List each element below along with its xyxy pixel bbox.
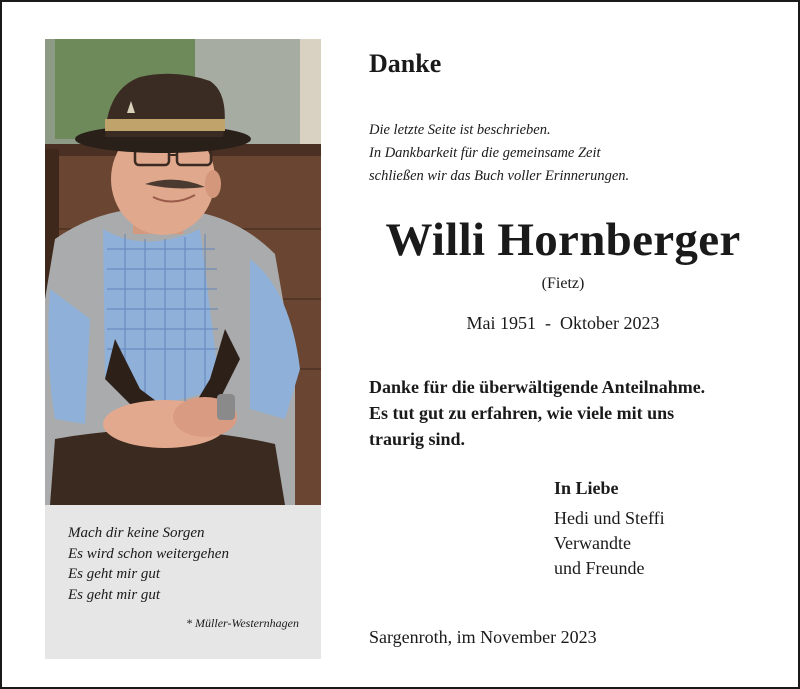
portrait-illustration xyxy=(45,39,321,505)
intro-line: schließen wir das Buch voller Erinnerungen. xyxy=(369,168,630,184)
quote-line: Es geht mir gut xyxy=(68,566,161,582)
deceased-name: Willi Hornberger xyxy=(385,214,741,266)
thanks-text xyxy=(369,374,705,452)
thanks-line: Es tut gut zu erfahren, wie viele mit uns xyxy=(369,403,675,423)
thanks-line: traurig sind. xyxy=(369,429,466,449)
quote-box xyxy=(45,505,321,659)
signature-name: Hedi und Steffi xyxy=(554,508,665,528)
signature-block xyxy=(554,476,665,581)
place-date: Sargenroth, im November 2023 xyxy=(369,627,597,647)
portrait-photo xyxy=(45,39,321,505)
intro-text xyxy=(369,119,629,188)
quote-author: * Müller-Westernhagen xyxy=(186,616,299,630)
quote-line: Es wird schon weitergehen xyxy=(68,545,229,562)
signature-name: Verwandte xyxy=(554,533,631,553)
deceased-nickname: (Fietz) xyxy=(541,275,585,292)
quote-line: Es geht mir gut xyxy=(68,586,161,603)
life-dates: Mai 1951 - Oktober 2023 xyxy=(466,313,660,333)
signature-lead: In Liebe xyxy=(554,478,619,498)
intro-line: Die letzte Seite ist beschrieben. xyxy=(369,122,551,138)
signature-name: und Freunde xyxy=(554,558,645,578)
quote-line: Mach dir keine Sorgen xyxy=(68,525,205,541)
song-quote xyxy=(68,523,229,605)
thanks-line: Danke für die überwältigende Anteilnahme. xyxy=(369,377,706,397)
notice-heading: Danke xyxy=(369,49,442,78)
intro-line: In Dankbarkeit für die gemeinsame Zeit xyxy=(369,145,601,161)
